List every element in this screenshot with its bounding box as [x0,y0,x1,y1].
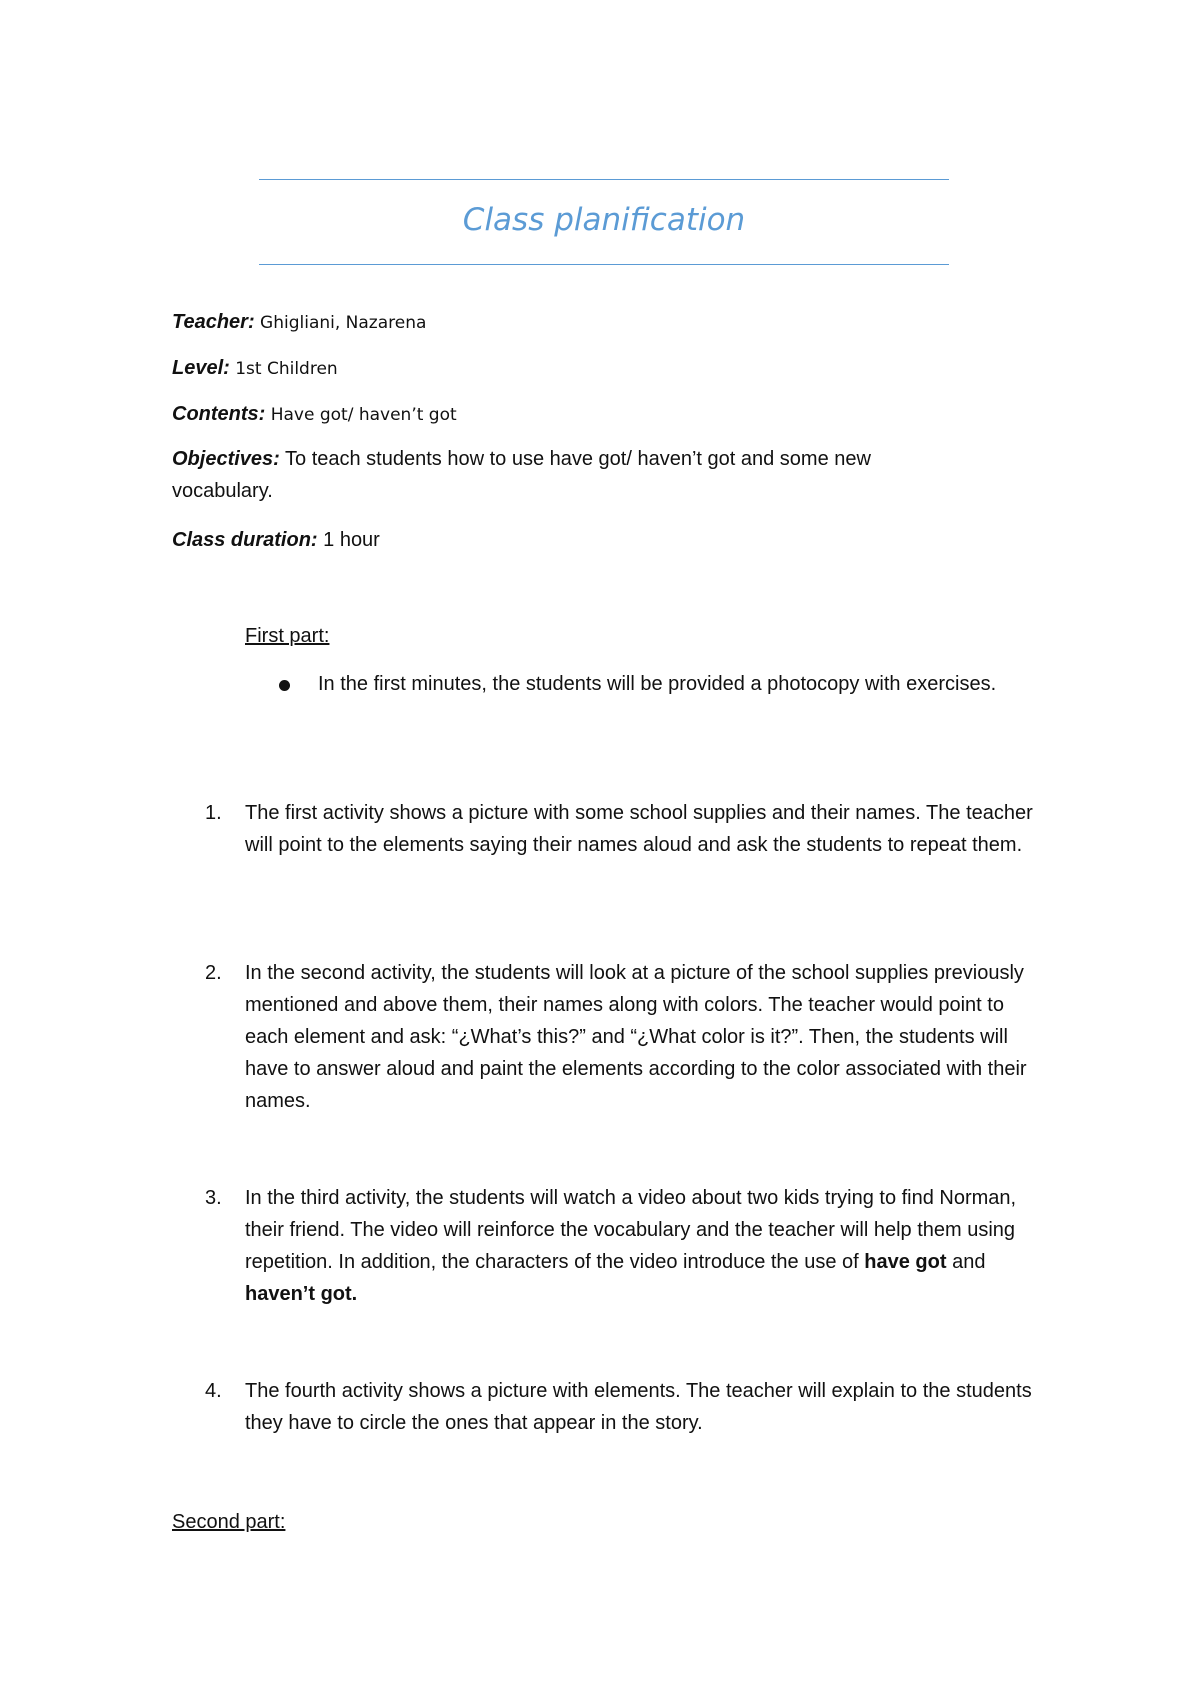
teacher-label: Teacher: [172,311,255,333]
contents-label: Contents: [172,403,266,425]
activity-text: The first activity shows a picture with some school supplies and their names. The teacher will point to the elements saying their names aloud and ask the students to repeat them. [245,802,1033,856]
activity-text: In the second activity, the students will look at a picture of the school supplies previously mentioned and above them, their names along with colors. The teacher would point to each element and ask: “¿What’s this?” and “¿What color is it?”. Then, the students will have to answer aloud and paint the elements according to the color associated with their names. [245,962,1027,1112]
duration-field [172,524,962,556]
level-label: Level: [172,357,230,379]
objectives-label: Objectives: [172,448,280,470]
second-part-heading: Second part: [172,1511,286,1533]
bold-havent-got: haven’t got. [245,1283,358,1305]
title-top-rule [259,179,949,180]
bold-have-got: have got [864,1251,947,1273]
duration-value: 1 hour [317,529,380,551]
teacher-value: Ghigliani, Nazarena [254,313,427,333]
level-value: 1st Children [229,359,338,379]
activity-text-part: In the third activity, the students will watch a video about two kids trying to find Norman, their friend. The video will reinforce the vocabulary and the teacher will help them using repetition. In addition, the characters of the video introduce the use of [245,1187,1017,1273]
activity-text-part: and [946,1251,986,1273]
bullet-dot-icon [279,680,290,691]
activity-number: 2. [205,962,222,984]
activity-text [245,1182,1035,1310]
objectives-field [172,443,962,507]
teacher-field [172,306,962,339]
contents-value: Have got/ haven’t got [265,405,457,425]
first-part-heading: First part: [245,625,330,647]
activity-number: 1. [205,802,222,824]
activity-text: The fourth activity shows a picture with elements. The teacher will explain to the students they have to circle the ones that appear in the story. [245,1380,1032,1434]
duration-label: Class duration: [172,529,318,551]
bullet-text: In the first minutes, the students will be provided a photocopy with exercises. [318,673,997,695]
level-field [172,352,962,385]
page-title: Class planification [462,202,746,238]
activity-number: 3. [205,1187,222,1209]
objectives-value: To teach students how to use have got/ haven’t got and some new vocabulary. [172,448,871,502]
contents-field [172,398,962,431]
title-bottom-rule [259,264,949,265]
activity-number: 4. [205,1380,222,1402]
